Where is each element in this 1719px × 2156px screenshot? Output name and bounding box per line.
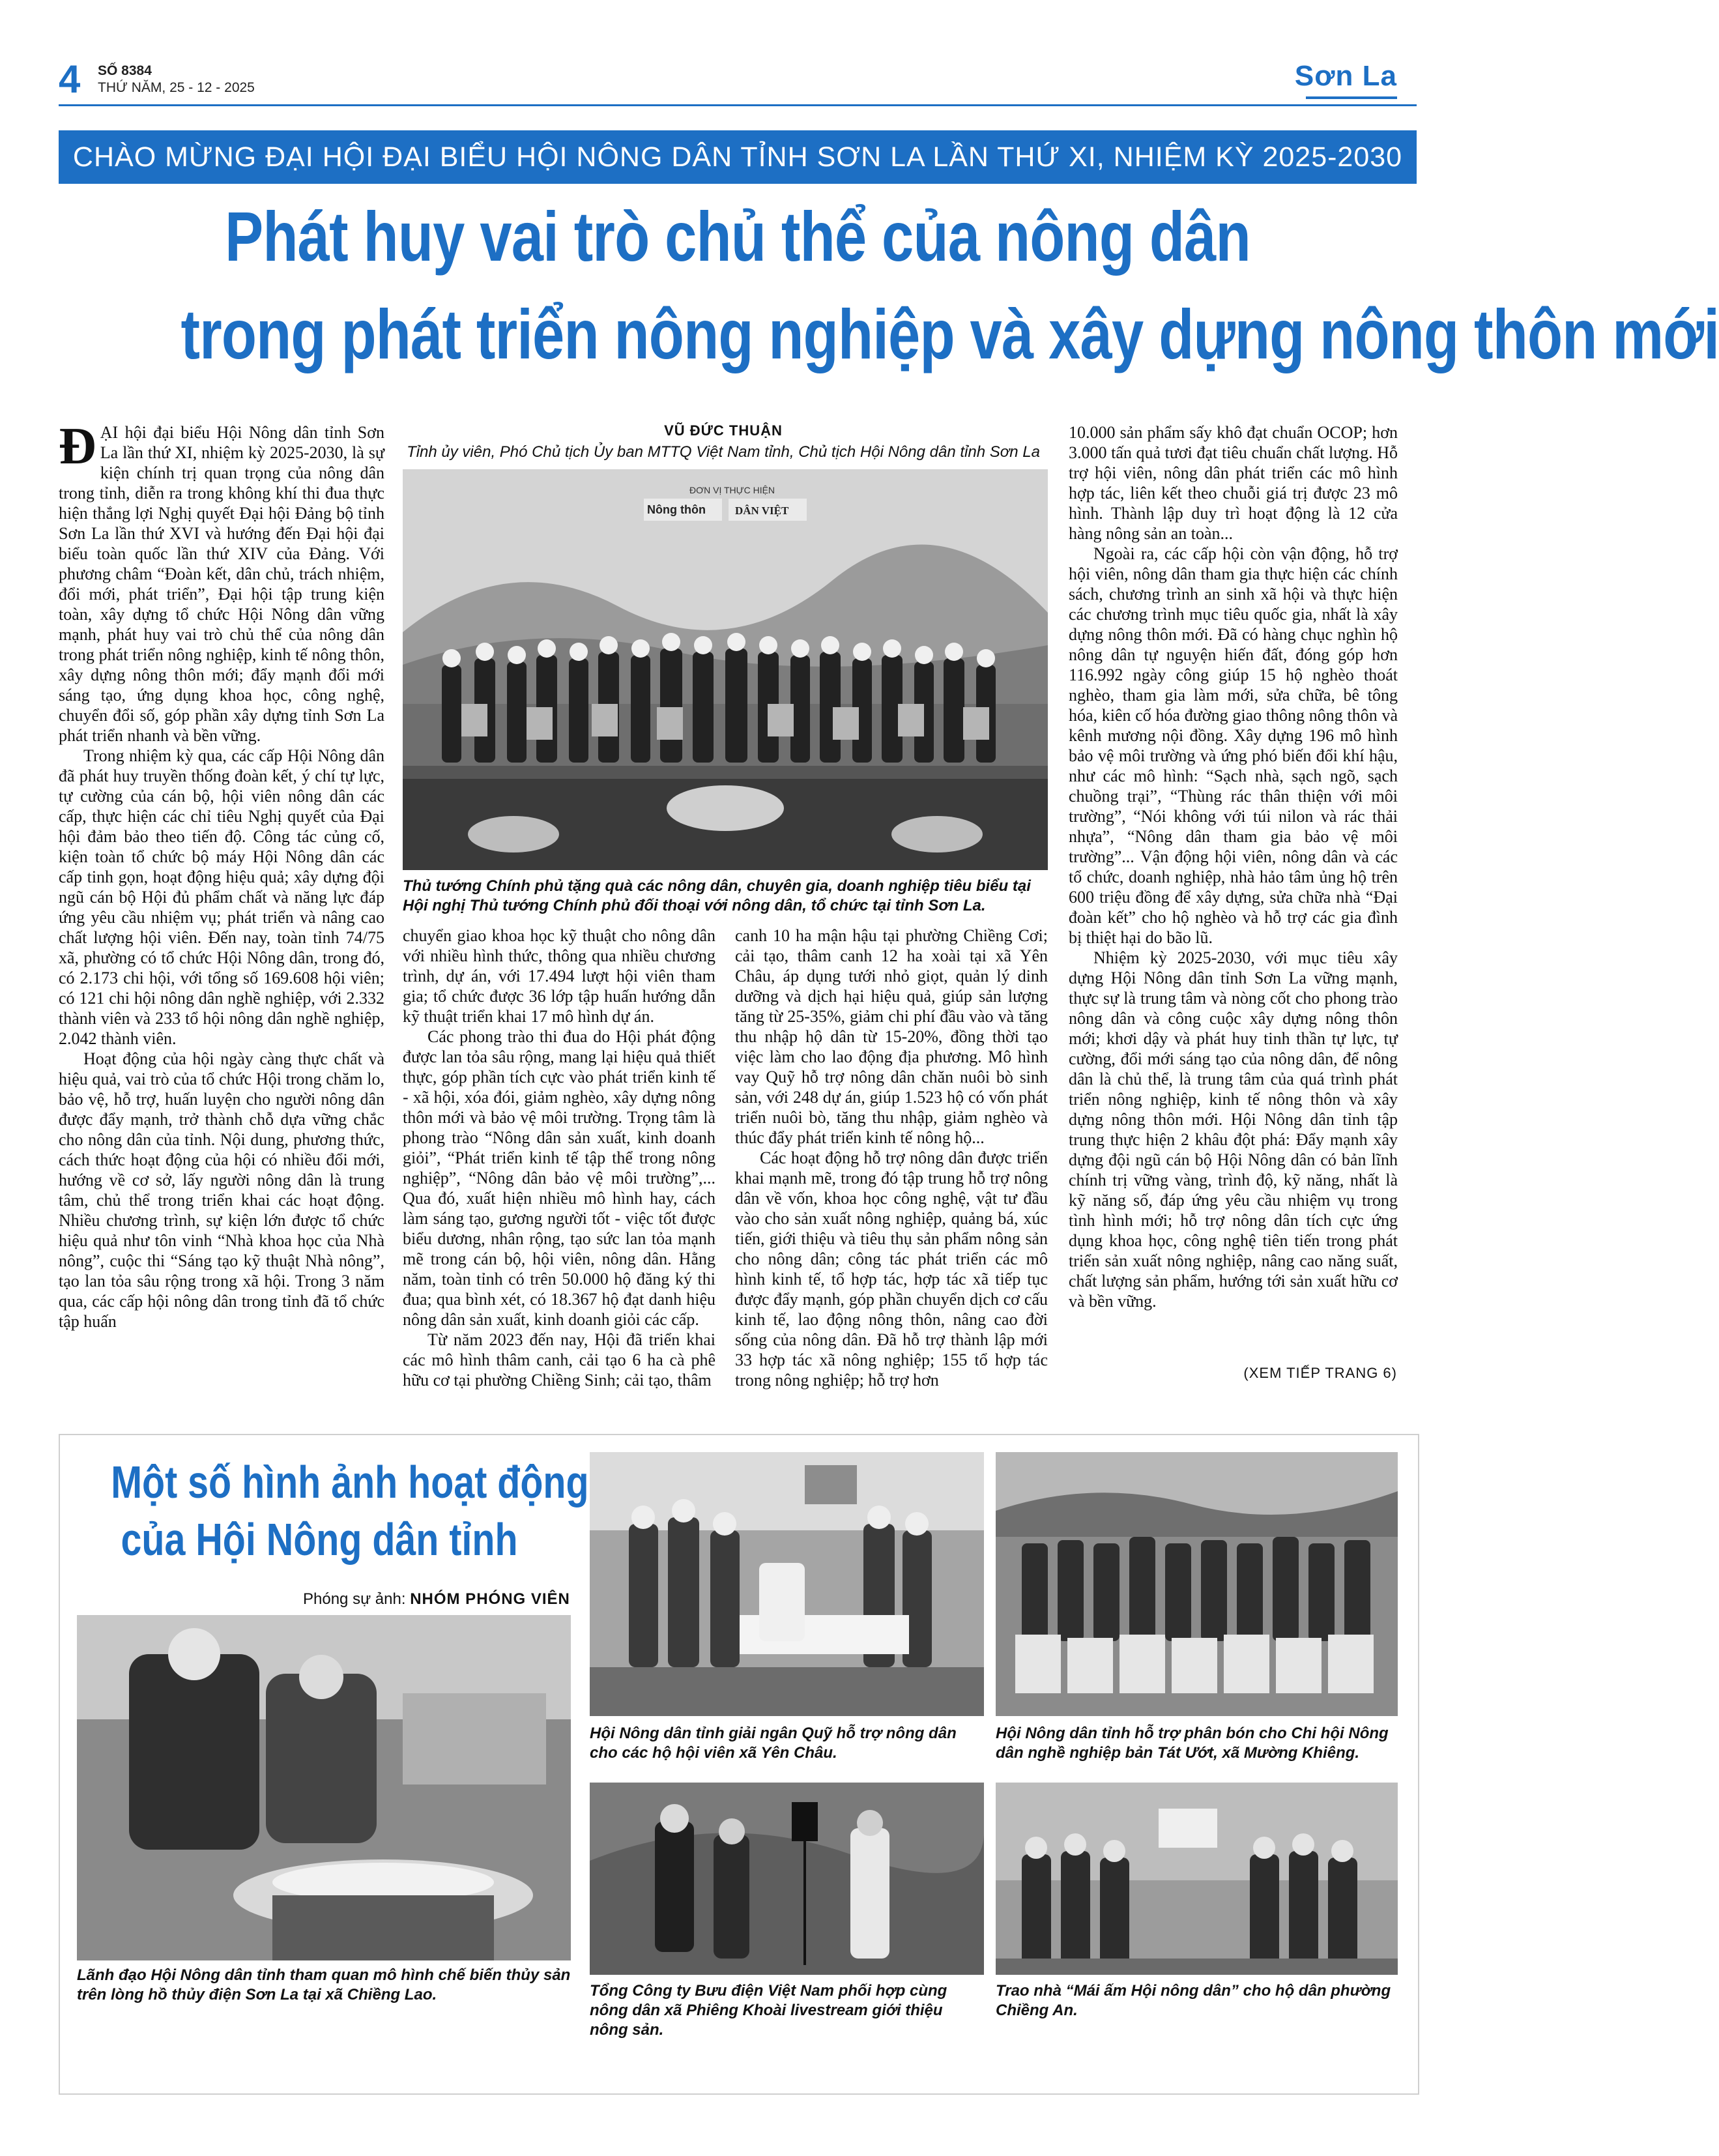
header-rule	[59, 104, 1417, 106]
page-number: 4	[59, 57, 81, 101]
gallery-photo-right-top	[996, 1452, 1398, 1716]
paragraph: Nhiệm kỳ 2025-2030, với mục tiêu xây dựng Hội Nông dân tỉnh Sơn La vững mạnh, thực sự là trung tâm và nòng cốt cho phong trào nông dân và công cuộc xây dựng nông thôn mới; khơi dậy và phát huy tinh thần tự lực, tự cường, đổi mới sáng tạo của nông dân, để nông dân là chủ thể, là trung tâm của quá trình phát triển nông nghiệp, kinh tế nông thôn và xây dựng nông thôn mới. Hội Nông dân tỉnh tập trung thực hiện 2 khâu đột phá: Đẩy mạnh xây dựng đội ngũ cán bộ Hội Nông dân có bản lĩnh chính trị vững vàng, trình độ, kỹ năng, nhất là kỹ năng số, đáp ứng yêu cầu nhiệm vụ trong tình hình mới; hỗ trợ nông dân tích cực ứng dụng khoa học, công nghệ tiên tiến trong phát triển sản xuất nông nghiệp, nâng cao năng suất, chất lượng sản phẩm, hướng tới sản xuất hữu cơ và bền vững.	[1069, 948, 1398, 1311]
paragraph: ẠI hội đại biểu Hội Nông dân tỉnh Sơn La lần thứ XI, nhiệm kỳ 2025-2030, là sự kiện chính trị quan trọng của nông dân trong tỉnh, diễn ra trong không khí thi đua thực hiện thắng lợi Nghị quyết Đại hội Đảng bộ tỉnh Sơn La lần thứ XVI và hướng đến Đại hội đại biểu toàn quốc lần thứ XIV của Đảng. Với phương châm “Đoàn kết, dân chủ, trách nhiệm, đổi mới, phát triển”, Đại hội tập trung kiện toàn, xây dựng tổ chức Hội Nông dân vững mạnh, phát huy vai trò chủ thể của nông dân trong phát triển nông nghiệp, kinh tế nông thôn, xây dựng nông thôn mới; đẩy mạnh đổi mới sáng tạo, ứng dụng khoa học, công nghệ, chuyển đổi số, góp phần xây dựng tỉnh Sơn La phát triển nhanh và bền vững.	[59, 423, 384, 745]
drop-cap: Đ	[59, 418, 96, 475]
issue-info	[98, 63, 255, 96]
gallery-caption-mid-top: Hội Nông dân tỉnh giải ngân Quỹ hỗ trợ nông dân cho các hộ hội viên xã Yên Châu.	[590, 1725, 957, 1762]
gallery-caption-left: Lãnh đạo Hội Nông dân tỉnh tham quan mô hình chế biến thủy sản trên lòng hồ thủy điện Sơn La tại xã Chiềng Lao.	[77, 1966, 571, 2003]
continued-note: (XEM TIẾP TRANG 6)	[1243, 1365, 1397, 1381]
backdrop-logo-1: Nông thôn	[647, 503, 706, 516]
backdrop-logo-2: DÂN VIỆT	[735, 504, 789, 517]
section-underline	[1306, 96, 1397, 99]
house-handover-photo-art	[996, 1783, 1398, 1975]
credit-name: NHÓM PHÓNG VIÊN	[410, 1590, 570, 1608]
ceremony-photo-art	[403, 469, 1048, 870]
gallery-title-line-2: của Hội Nông dân tỉnh	[121, 1514, 518, 1565]
main-photo-caption: Thủ tướng Chính phủ tặng quà các nông dân, chuyên gia, doanh nghiệp tiêu biểu tại Hội nghị Thủ tướng Chính phủ đối thoại với nông dân, tổ chức tại tỉnh Sơn La.	[403, 877, 1031, 914]
gallery-title-line-1: Một số hình ảnh hoạt động	[111, 1457, 589, 1508]
article-column-3	[735, 925, 1048, 1390]
paragraph: canh 10 ha mận hậu tại phường Chiềng Cơi; cải tạo, thâm canh 12 ha xoài tại xã Yên Châu, áp dụng tưới nhỏ giọt, quản lý dinh dưỡng và dịch hại hiệu quả, giúp sản lượng tăng từ 25-35%, giảm chi phí đầu vào và tăng thu nhập hộ dân từ 15-20%, đồng thời tạo việc làm cho lao động địa phương. Mô hình vay Quỹ hỗ trợ nông dân chăn nuôi bò sinh sản, với 248 dự án, giúp 1.523 hộ có vốn phát triển nuôi bò, tăng thu nhập, giảm nghèo và thúc đẩy phát triển kinh tế nông hộ...	[735, 926, 1048, 1147]
headline-line-2: trong phát triển nông nghiệp và xây dựng nông thôn mới	[181, 295, 1719, 373]
gallery-caption-mid-bottom: Tổng Công ty Bưu điện Việt Nam phối hợp cùng nông dân xã Phiêng Khoài livestream giới thiệu nông sản.	[590, 1982, 947, 2039]
article-column-1	[59, 418, 384, 1387]
issue-date: THỨ NĂM, 25 - 12 - 2025	[98, 80, 255, 95]
issue-number: SỐ 8384	[98, 63, 152, 78]
paragraph: 10.000 sản phẩm sấy khô đạt chuẩn OCOP; hơn 3.000 tấn quả tươi đạt tiêu chuẩn chất lượng. Hỗ trợ hội viên, nông dân phát triển các mô hình hợp tác, liên kết theo chuỗi giá trị được 23 mô hình. Thành lập duy trì hoạt động là 12 cửa hàng nông sản an toàn...	[1069, 423, 1398, 543]
main-photo	[403, 469, 1048, 870]
gallery-photo-left	[77, 1615, 571, 1960]
paragraph: Trong nhiệm kỳ qua, các cấp Hội Nông dân đã phát huy truyền thống đoàn kết, ý chí tự lực, tự cường của cán bộ, hội viên nông dân các cấp, thực hiện các chỉ tiêu Nghị quyết của Đại hội đảm bảo theo tiến độ. Công tác củng cố, kiện toàn tổ chức bộ máy Hội Nông dân các cấp tinh gọn, hoạt động hiệu quả; xây dựng đội ngũ cán bộ Hội đủ phẩm chất và năng lực đáp ứng yêu cầu nhiệm vụ; phát triển và nâng cao chất lượng hội viên. Đến nay, toàn tỉnh 74/75 xã, phường có tổ chức Hội Nông dân, trong đó, có 2.173 chi hội, với tổng số 169.608 hội viên; có 121 chi hội nông dân nghề nghiệp, với 2.332 thành viên và 233 tổ hội nông dân nghề nghiệp, 2.042 thành viên.	[59, 746, 384, 1048]
gallery-photo-mid-bottom	[590, 1783, 984, 1975]
gallery-photo-right-bottom	[996, 1783, 1398, 1975]
backdrop-text: ĐƠN VỊ THỰC HIỆN	[689, 485, 775, 495]
author-title: Tỉnh ủy viên, Phó Chủ tịch Ủy ban MTTQ Việt Nam tỉnh, Chủ tịch Hội Nông dân tỉnh Sơn La	[407, 443, 1040, 461]
paragraph: Các phong trào thi đua do Hội phát động được lan tỏa sâu rộng, mang lại hiệu quả thiết thực, góp phần tích cực vào phát triển kinh tế - xã hội, xóa đói, giảm nghèo, xây dựng nông thôn mới và bảo vệ môi trường. Trọng tâm là phong trào “Nông dân sản xuất, kinh doanh giỏi”, “Phát triển kinh tế tập thể trong nông nghiệp”, “Nông dân bảo vệ môi trường”,... Qua đó, xuất hiện nhiều mô hình hay, cách làm sáng tạo, gương người tốt - việc tốt được biểu dương, nhân rộng, tạo sức lan tỏa mạnh mẽ trong cán bộ, hội viên, nông dân. Hằng năm, toàn tỉnh có trên 50.000 hộ đăng ký thi đua; qua bình xét, có 18.367 hộ đạt danh hiệu nông dân sản xuất, kinh doanh giỏi các cấp.	[403, 1027, 715, 1329]
fund-disbursement-photo-art	[590, 1452, 984, 1716]
processing-photo-art	[77, 1615, 571, 1960]
article-column-2	[403, 925, 715, 1390]
gallery-caption-right-bottom: Trao nhà “Mái ấm Hội nông dân” cho hộ dân phường Chiềng An.	[996, 1982, 1391, 2019]
fertilizer-photo-art	[996, 1452, 1398, 1716]
congress-banner: CHÀO MỪNG ĐẠI HỘI ĐẠI BIỂU HỘI NÔNG DÂN TỈNH SƠN LA LẦN THỨ XI, NHIỆM KỲ 2025-2030	[59, 130, 1417, 184]
paragraph: chuyển giao khoa học kỹ thuật cho nông dân với nhiều hình thức, thông qua nhiều chương trình, dự án, với 17.494 lượt hội viên tham gia; tổ chức được 36 lớp tập huấn hướng dẫn kỹ thuật triển khai 17 mô hình dự án.	[403, 926, 715, 1026]
paragraph: Từ năm 2023 đến nay, Hội đã triển khai các mô hình thâm canh, cải tạo 6 ha cà phê hữu cơ tại phường Chiềng Sinh; cải tạo, thâm	[403, 1330, 715, 1390]
livestream-photo-art	[590, 1783, 984, 1975]
author-name: VŨ ĐỨC THUẬN	[664, 422, 783, 439]
photo-credit	[303, 1590, 570, 1609]
headline-line-1: Phát huy vai trò chủ thể của nông dân	[225, 197, 1250, 276]
credit-prefix: Phóng sự ảnh:	[303, 1590, 406, 1608]
paragraph: Ngoài ra, các cấp hội còn vận động, hỗ trợ hội viên, nông dân tham gia thực hiện các chính sách, chương trình an sinh xã hội và thực hiện các chương trình mục tiêu quốc gia, nhất là xây dựng nông thôn mới. Đã có hàng chục nghìn hộ nông dân tự nguyện hiến đất, đóng góp hơn 116.992 ngày công giúp 15 hộ nghèo thoát nghèo, tham gia làm mới, sửa chữa, bê tông hóa, kiên cố hóa đường giao thông nông thôn và kênh mương nội đồng. Xây dựng 196 mô hình bảo vệ môi trường và ứng phó biến đổi khí hậu, như các mô hình: “Sạch nhà, sạch ngõ, sạch chuồng trại”, “Thùng rác thân thiện với môi trường”, “Nói không với túi nilon và rác thải nhựa”, “Nông dân tham gia bảo vệ môi trường”... Vận động hội viên, nông dân và các tổ chức, doanh nghiệp, nhà hảo tâm ủng hộ trên 600 triệu đồng để xây dựng, sửa chữa nhà “Đại đoàn kết” cho hộ nghèo và hỗ trợ các gia đình bị thiệt hại do bão lũ.	[1069, 544, 1398, 947]
article-column-4	[1069, 422, 1398, 1361]
paragraph: Các hoạt động hỗ trợ nông dân được triển khai mạnh mẽ, trong đó tập trung hỗ trợ nông dân về vốn, khoa học công nghệ, vật tư đầu vào cho sản xuất nông nghiệp, quảng bá, xúc tiến, giới thiệu và tiêu thụ sản phẩm nông sản cho nông dân; công tác phát triển các mô hình kinh tế, tổ hợp tác, hợp tác xã tiếp tục được đẩy mạnh, góp phần chuyển dịch cơ cấu kinh tế, lao động nông thôn, nâng cao đời sống của nông dân. Đã hỗ trợ thành lập mới 33 hợp tác xã nông nghiệp; 155 tổ hợp tác trong nông nghiệp; hỗ trợ hơn	[735, 1148, 1048, 1390]
gallery-photo-mid-top	[590, 1452, 984, 1716]
section-name: Sơn La	[1294, 60, 1397, 92]
gallery-caption-right-top: Hội Nông dân tỉnh hỗ trợ phân bón cho Chi hội Nông dân nghề nghiệp bản Tát Ướt, xã Mường Khiêng.	[996, 1725, 1389, 1762]
paragraph: Hoạt động của hội ngày càng thực chất và hiệu quả, vai trò của tổ chức Hội trong chăm lo, bảo vệ, hỗ trợ, huấn luyện cho người nông dân được đẩy mạnh, trở thành chỗ dựa vững chắc cho nông dân của tỉnh. Nội dung, phương thức, cách thức hoạt động của hội có nhiều đổi mới, hướng về cơ sở, lấy người nông dân là trung tâm, chủ thể trong triển khai các hoạt động. Nhiều chương trình, sự kiện lớn được tổ chức hiệu quả như tôn vinh “Nhà khoa học của Nhà nông”, cuộc thi “Sáng tạo kỹ thuật Nhà nông”, tạo lan tỏa sâu rộng trong xã hội. Trong 3 năm qua, các cấp hội nông dân trong tỉnh đã tổ chức tập huấn	[59, 1049, 384, 1331]
